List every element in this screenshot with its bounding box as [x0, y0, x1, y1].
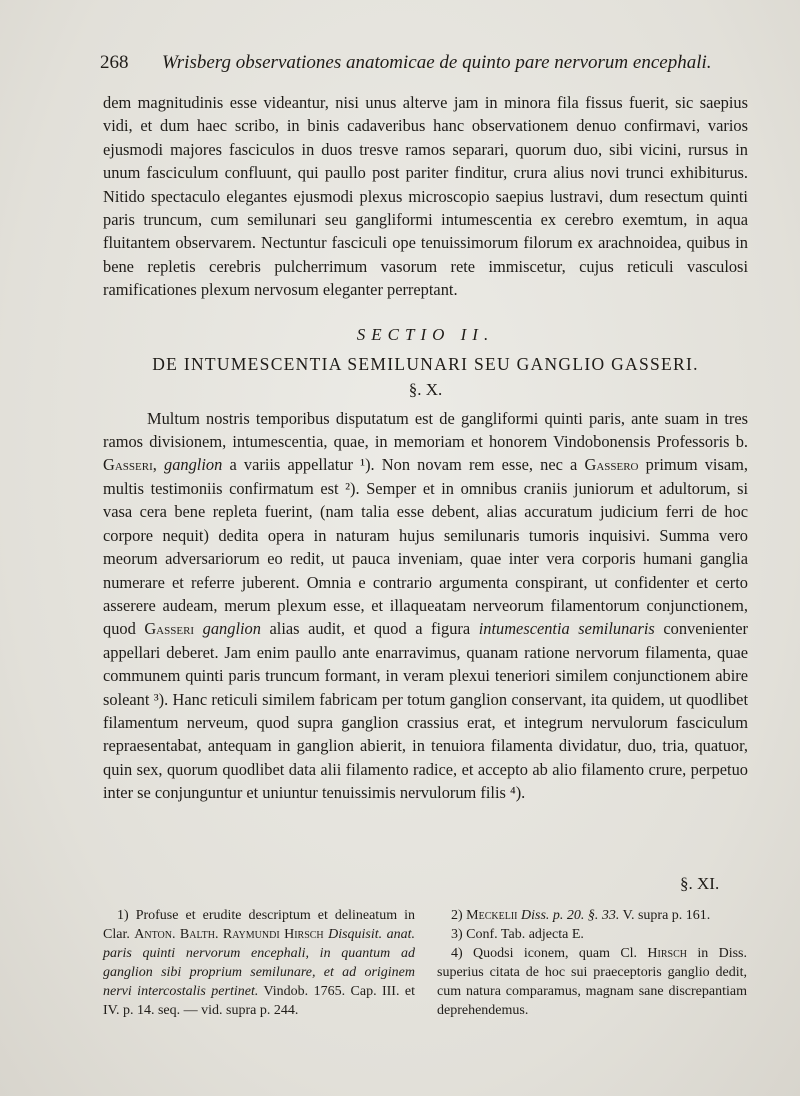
footnote-3: 3) Conf. Tab. adjecta E.	[451, 927, 584, 942]
name-gasseri: Gasseri	[144, 619, 195, 639]
name-gasseri: Gasseri	[103, 455, 153, 475]
page-header	[100, 50, 712, 76]
term-ganglion: ganglion	[164, 455, 223, 475]
footnote-column-right	[437, 906, 747, 1020]
running-title: Wrisberg observationes anatomicae de quinto pare nervorum encephali.	[162, 52, 712, 73]
catchword: §. XI.	[680, 874, 720, 893]
paragraph-mark: §. X.	[408, 379, 443, 399]
footnote-2: 2) Meckelii Diss. p. 20. §. 33. V. supra p. 161.	[451, 908, 711, 923]
section-title: DE INTUMESCENTIA SEMILUNARI SEU GANGLIO GASSERI.	[152, 353, 699, 374]
paragraph-continued: dem magnitudinis esse videantur, nisi unus alterve jam in minora fila fissus fuerit, sic saepius vidi, et dum haec scribo, in binis cadaveribus hanc observationem denuo confirmavi, varios ejusmodi majores fasciculos in duos tresve ramos separari, quorum duo, sibi vicini, rursus in unum fasciculum confluunt, qui paullo post pariter finditur, crura alius novi trunci exhibiturus. Nitido spectaculo elegantes ejusmodi plexus microscopio saepius lustravi, dum resectum quinti paris truncum, cum semilunari seu gangliformi intumescentia ex cerebro exemtum, in aqua fluitantem observarem. Nectuntur fasciculi ope tenuissimorum filorum ex arachnoidea, quibus in bene repletis cerebris pulcherrimum vasorum rete immiscetur, cujus reticuli vasculosi ramificationes plexum nervosum eleganter perreptant.	[103, 93, 748, 300]
term-ganglion: ganglion	[202, 619, 261, 639]
name-gassero: Gassero	[584, 455, 639, 475]
main-text	[103, 91, 748, 805]
footnote-4: 4) Quodsi iconem, quam Cl. Hirsch in Diss. superius citata de hoc sui praeceptoris ganglio dedit, cum natura comparamus, magnam sane discrepantiam deprehendemus.	[437, 946, 747, 1018]
footnote-column-left	[103, 906, 415, 1020]
term-intumescentia: intumescentia semilunaris	[478, 619, 655, 639]
section-label: SECTIO II.	[356, 324, 495, 344]
paragraph-x: Multum nostris temporibus disputatum est de gangliformi quinti paris, ante suam in tres ramos divisionem, intumescentia, quae, in memoriam et honorem Vindobonensis Professoris b. Gasseri, ganglion a variis appellatur ¹). Non novam rem esse, nec a Gassero primum visam, multis testimoniis confirmatum est ²). Semper et in omnibus craniis juniorum et adultorum, si vasa cera bene repleta fuerint, (nam talia esse debent, alias accuratum judicium ferri de hoc corpore nequit) dedita opera in naturam hujus semilunaris tumoris inquisivi. Summa vero meorum adversariorum eo redit, ut pauca inveniam, quae inter vera corporis humani ganglia numerare et referre juberent. Omnia e contrario argumenta conspirant, ut confidenter et certo asserere audeam, merum plexum esse, et illaqueatam nerveorum filamentorum conjunctionem, quod Gasseri ganglion alias audit, et quod a figura intumescentia semilunaris convenienter appellari deberet. Jam enim paullo ante enarravimus, quanam ratione nervorum filamenta, quae communem quinti paris truncum formant, in veram plexui teneriori similem conjunctionem abire soleant ³). Hanc reticuli similem fabricam per totum ganglion conservant, ita quidem, ut quodlibet filamentum nerveum, quod supra ganglion crassius erat, et integrum nervulorum fasciculum repraesentabat, antequam in ganglion abierit, in tenuiora filamenta dividatur, duo, tria, quatuor, quin sex, quorum quodlibet data alii filamento radice, et accepto ab alio filamento crure, perpetuo inter se conjunguntur et uniuntur tenuissimis nervulorum filis ⁴).	[103, 408, 748, 803]
footnote-1: 1) Profuse et erudite descriptum et delineatum in Clar. Anton. Balth. Raymundi Hirsch Disquisit. anat. paris quinti nervorum encephali, in quantum ad ganglion sibi proprium semilunare, et ad originem nervi intercostalis pertinet. Vindob. 1765. Cap. III. et IV. p. 14. seq. — vid. supra p. 244.	[103, 908, 415, 1018]
page-number: 268	[100, 52, 129, 73]
